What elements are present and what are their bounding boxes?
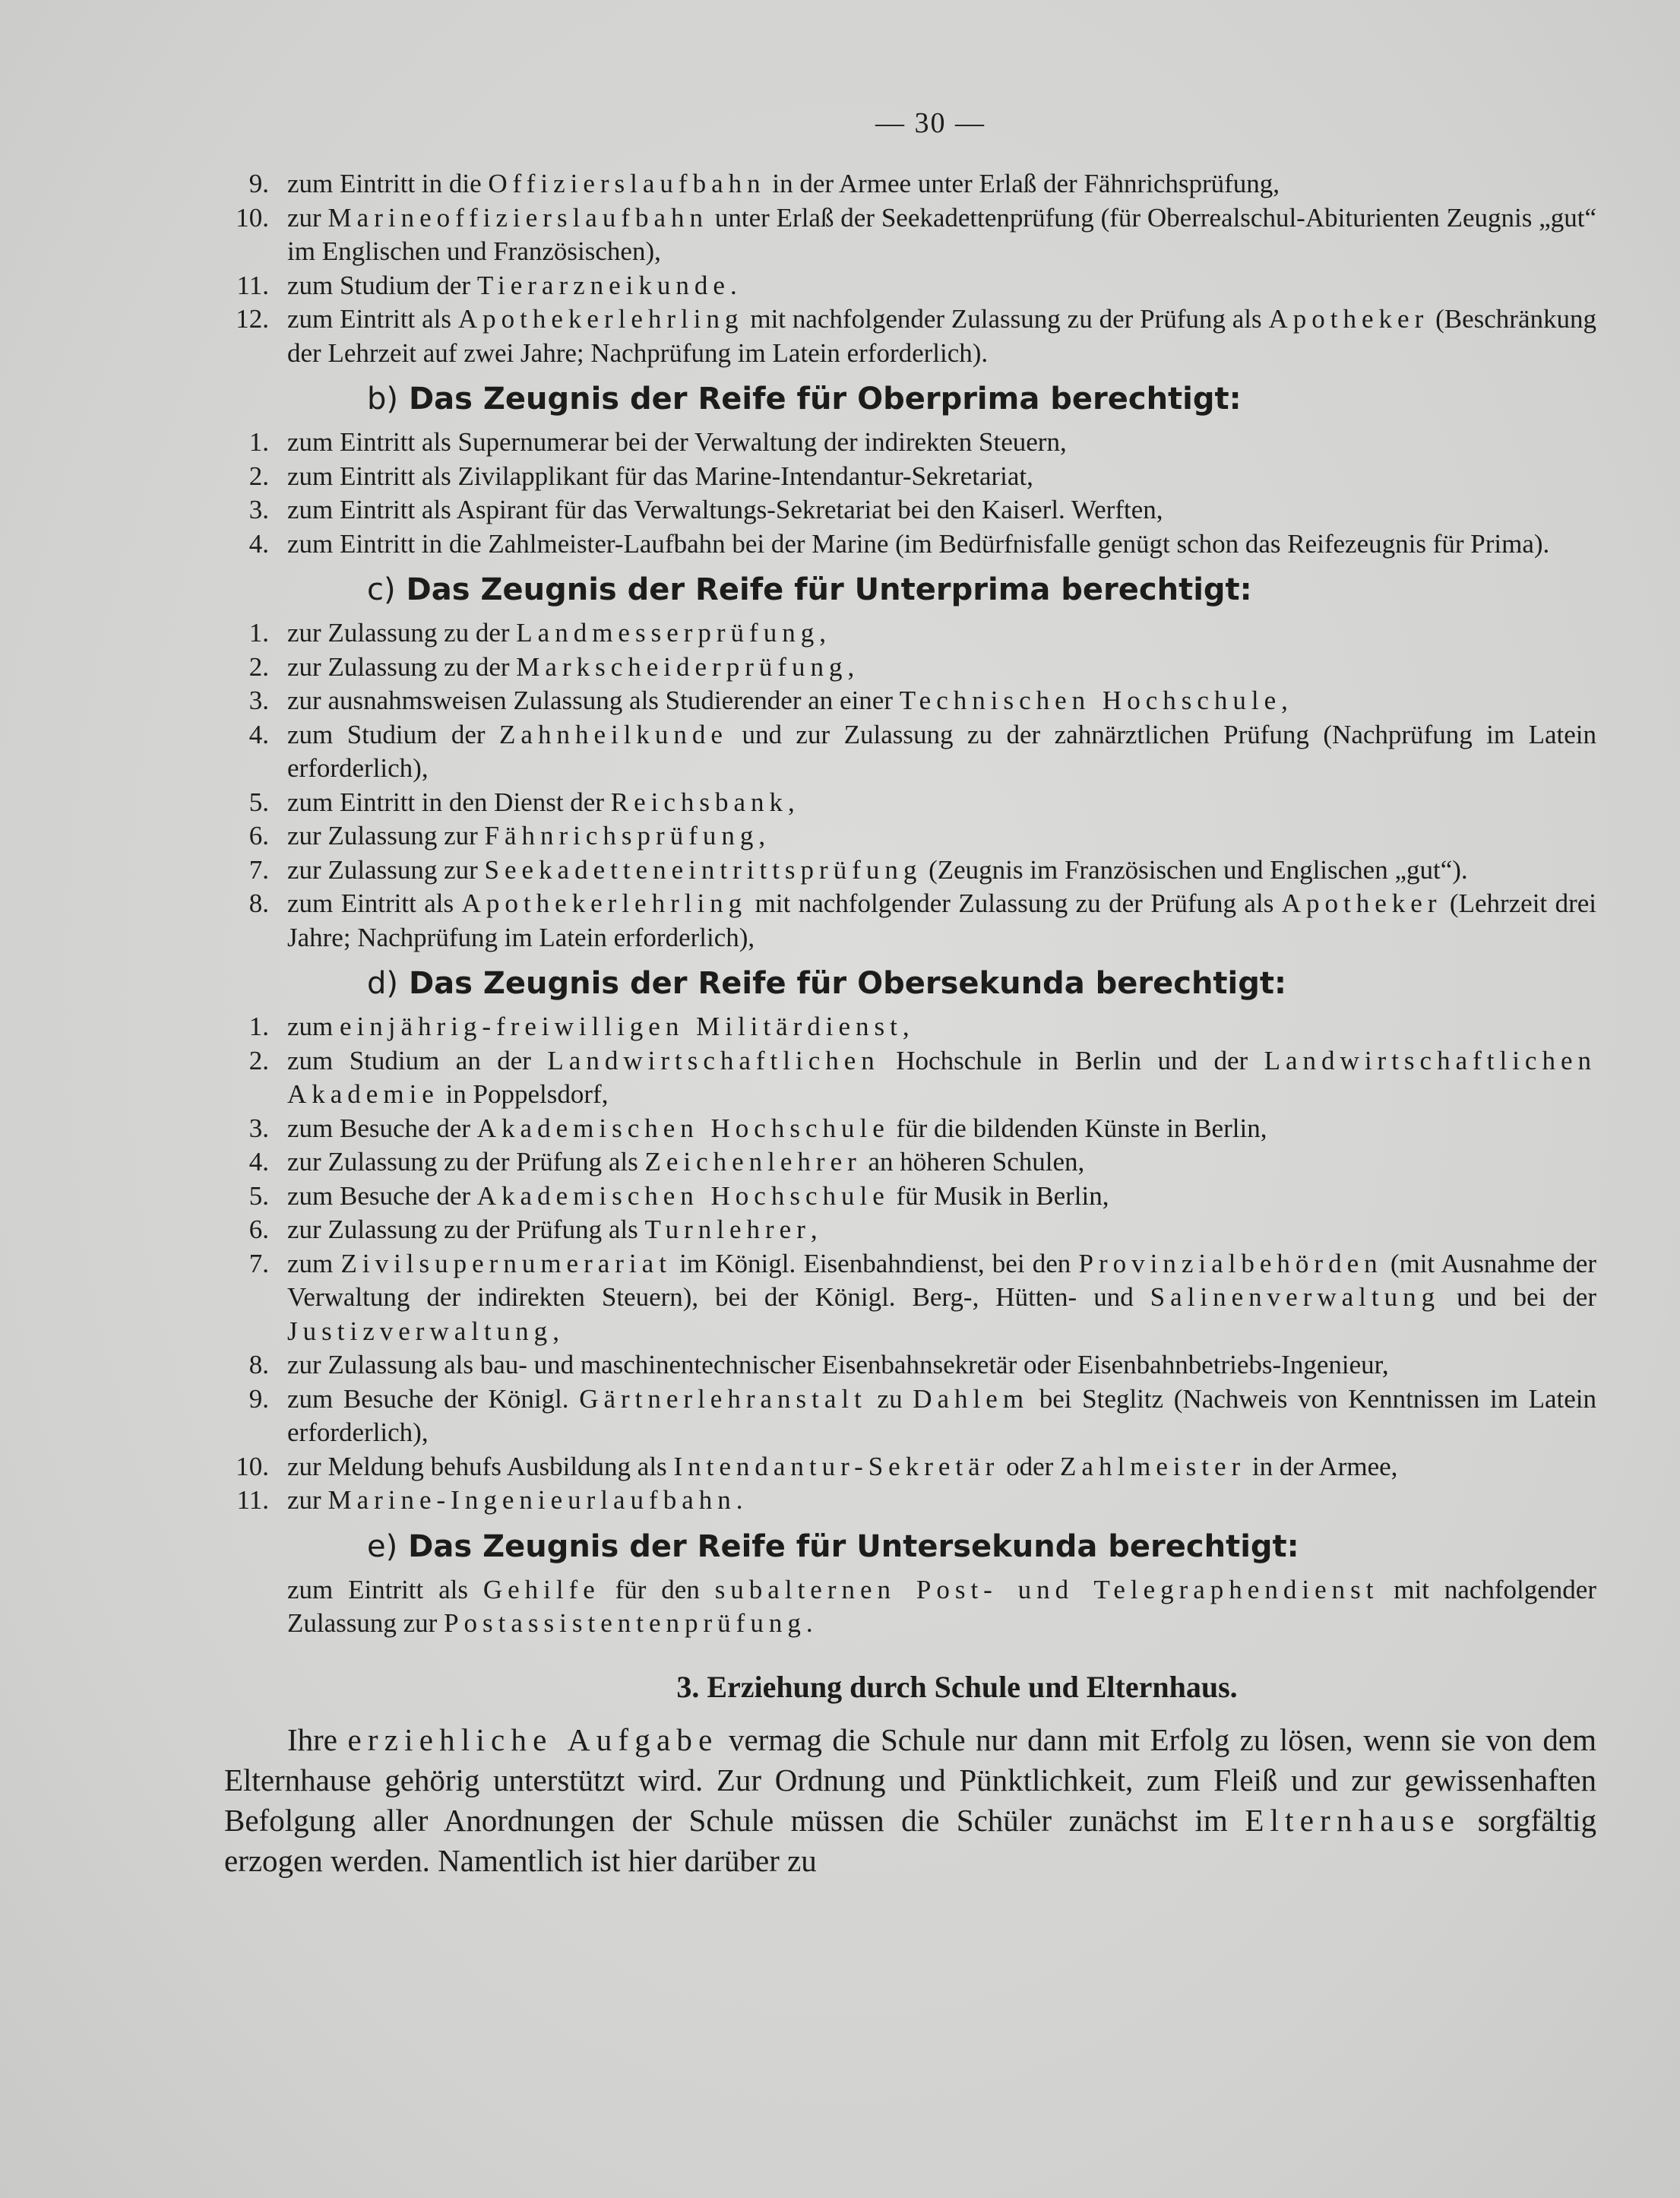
section-title: 3. Erziehung durch Schule und Elternhaus. [676, 1669, 1238, 1704]
body-paragraph [224, 1720, 1596, 1881]
list-item [248, 1044, 1597, 1112]
text-run: , [1281, 686, 1288, 715]
spaced-text: Justizverwaltung [287, 1316, 553, 1346]
text-run: zur [287, 1485, 328, 1515]
spaced-text: Apotheker [1281, 888, 1442, 918]
spaced-text: subalternen Post- und Telegraphendienst [714, 1574, 1379, 1604]
spaced-text: Landwirtschaftlichen [547, 1045, 880, 1075]
list-item [248, 651, 1596, 685]
spaced-text: Marineoffizierslaufbahn [327, 202, 709, 233]
spaced-text: Zahlmeister [1060, 1451, 1246, 1481]
spaced-text: Zeichenlehrer [644, 1147, 862, 1177]
list-item [248, 1010, 1596, 1044]
spaced-text: Postassistentenprüfung [444, 1608, 806, 1638]
list-item-number: 1. [248, 427, 269, 457]
list-item-number: 6. [248, 1215, 269, 1244]
list-item-number: 1. [248, 1012, 269, 1041]
list-item-number: 11. [236, 270, 269, 300]
text-run: zum Eintritt als [287, 1574, 483, 1604]
spaced-text: Elternhause [1245, 1802, 1461, 1838]
list-item [248, 786, 1596, 820]
list-item [248, 887, 1597, 955]
list-item [248, 527, 1596, 562]
heading-e-letter: e) [367, 1528, 398, 1564]
text-run: zum Eintritt in den Dienst der [287, 787, 611, 817]
text-run: zum Eintritt als Aspirant für das Verwaltungs-Sekretariat bei den Kaiserl. Werften, [287, 495, 1163, 524]
text-run: zu [866, 1383, 913, 1414]
list-a-continued [236, 167, 1596, 370]
spaced-text: Seekadetteneintrittsprüfung [484, 854, 922, 885]
list-item-number: 8. [248, 1350, 269, 1379]
list-b [248, 426, 1596, 561]
text-run: (Zeugnis im Französischen und Englischen „gut“). [922, 854, 1468, 885]
text-run: , [810, 1215, 818, 1244]
text-run: mit nachfolgender Zulassung zu der Prüfung als [747, 888, 1282, 918]
text-run: oder [999, 1451, 1061, 1481]
text-run: zur Zulassung als bau- und maschinentechnischer Eisenbahnsekretär oder Eisenbahnbetriebs-Ingenieur, [287, 1350, 1389, 1379]
list-d [236, 1010, 1597, 1518]
list-item [248, 718, 1597, 786]
heading-d-letter: d) [367, 966, 398, 1001]
heading-b-letter: b) [367, 382, 398, 416]
list-item-number: 2. [248, 651, 269, 682]
text-run: , [758, 821, 766, 850]
list-item [236, 269, 1596, 303]
text-run: zur Zulassung zur [287, 821, 485, 850]
text-run: zum Besuche der [287, 1180, 477, 1211]
list-item [248, 1348, 1596, 1382]
list-item-number: 3. [248, 686, 269, 715]
list-item [248, 1180, 1596, 1214]
list-item-number: 1. [248, 618, 269, 648]
text-run: und zur Zulassung zu der zahnärztlichen Prüfung (Nachprüfung im Latein erforderlich), [287, 719, 1597, 783]
list-item-number: 5. [248, 787, 269, 817]
heading-c [287, 572, 1596, 608]
list-item [236, 201, 1596, 269]
list-item [248, 1213, 1596, 1247]
spaced-text: Zahnheilkunde [499, 719, 728, 749]
list-item-number: 8. [248, 888, 269, 918]
heading-e-text: Das Zeugnis der Reife für Untersekunda berechtigt: [408, 1528, 1299, 1564]
text-run: (mit Ausnahme der Verwaltung der indirekten Steuern), bei der Königl. Berg-, Hütten- und [287, 1248, 1596, 1312]
text-run: Hochschule in Berlin und der [879, 1045, 1264, 1075]
list-item-number: 12. [236, 304, 269, 334]
spaced-text: Tierarzneikunde [476, 270, 730, 300]
text-run: im Königl. Eisenbahndienst, bei den [671, 1248, 1079, 1278]
spaced-text: Akademischen Hochschule [476, 1113, 890, 1143]
text-run: für den [600, 1574, 715, 1604]
text-run: zur Meldung behufs Ausbildung als [287, 1451, 674, 1481]
list-item-number: 2. [248, 461, 269, 491]
heading-e [287, 1528, 1596, 1565]
text-run: , [902, 1012, 910, 1041]
text-run: zum [287, 1012, 340, 1041]
list-item-number: 2. [248, 1045, 269, 1075]
text-run: unter Erlaß der Seekadettenprüfung (für Oberrealschul-Abiturienten Zeugnis „gut“ im Englischen und Französischen), [287, 202, 1596, 266]
list-c [248, 616, 1597, 955]
text-run: mit nachfolgender Zulassung zu der Prüfung als [743, 304, 1269, 334]
paragraph-e [287, 1573, 1596, 1641]
text-run: mit nachfolgender Zulassung zur [287, 1574, 1596, 1638]
spaced-text: Apotheker [1268, 304, 1429, 334]
list-item-number: 9. [248, 1383, 269, 1414]
text-run: zum Eintritt als Zivilapplikant für das Marine-Intendantur-Sekretariat, [287, 461, 1033, 491]
spaced-text: Dahlem [913, 1383, 1030, 1414]
text-run: . [805, 1608, 813, 1638]
text-run: in Poppelsdorf, [438, 1079, 609, 1109]
heading-c-text: Das Zeugnis der Reife für Unterprima berechtigt: [406, 572, 1252, 607]
spaced-text: Salinenverwaltung [1150, 1282, 1441, 1312]
text-run: , [819, 618, 826, 648]
spaced-text: Akademischen Hochschule [476, 1180, 890, 1211]
text-run: zum Eintritt als Supernumerar bei der Verwaltung der indirekten Steuern, [287, 427, 1067, 457]
text-run: in der Armee unter Erlaß der Fähnrichsprüfung, [765, 169, 1280, 198]
text-run: zum [287, 1248, 341, 1278]
list-item-number: 4. [248, 1147, 269, 1177]
text-run: sorgfältig erzogen werden. Namentlich ist hier darüber zu [224, 1802, 1596, 1878]
text-run: , [788, 787, 795, 817]
text-run: für Musik in Berlin, [889, 1180, 1109, 1211]
text-run: zum Besuche der [287, 1113, 477, 1143]
heading-b-text: Das Zeugnis der Reife für Oberprima berechtigt: [408, 382, 1242, 416]
spaced-text: Offizierslaufbahn [488, 169, 766, 198]
page-number: — 30 — [875, 107, 986, 139]
text-run: zur Zulassung zur [287, 854, 485, 885]
list-item [248, 426, 1596, 460]
spaced-text: Technischen Hochschule [899, 686, 1282, 715]
text-run: zur Zulassung zu der [287, 618, 517, 648]
list-item-number: 6. [248, 821, 269, 850]
spaced-text: Landmesserprüfung [516, 618, 820, 648]
spaced-text: Provinzialbehörden [1078, 1248, 1383, 1278]
list-item-number: 7. [248, 1248, 269, 1278]
list-item-number: 7. [248, 854, 269, 885]
list-item [248, 167, 1596, 201]
spaced-text: Reichsbank [610, 787, 789, 817]
spaced-text: Gärtnerlehranstalt [579, 1383, 867, 1414]
spaced-text: Apothekerlehrling [457, 304, 744, 334]
text-run: . [729, 270, 737, 300]
list-item [248, 616, 1596, 651]
spaced-text: Turnlehrer [644, 1215, 811, 1244]
text-run: zur [287, 202, 328, 233]
list-item-number: 10. [236, 1451, 269, 1481]
list-item-number: 9. [248, 169, 269, 198]
text-run: zum Studium an der [287, 1045, 548, 1075]
text-run: zum Eintritt als [287, 304, 458, 334]
text-run: (Lehrzeit drei Jahre; Nachprüfung im Latein erforderlich), [287, 888, 1597, 952]
spaced-text: Gehilfe [482, 1574, 600, 1604]
spaced-text: Intendantur-Sekretär [673, 1451, 1000, 1481]
spaced-text: Apothekerlehrling [461, 888, 748, 918]
list-item [248, 1145, 1596, 1180]
list-item [248, 684, 1596, 718]
spaced-text: Zivilsupernumerariat [340, 1248, 672, 1278]
text-run: zum Eintritt in die [287, 169, 489, 198]
list-item [248, 819, 1596, 854]
text-run: zur ausnahmsweisen Zulassung als Studierender an einer [287, 686, 900, 715]
text-run: zur Zulassung zu der Prüfung als [287, 1215, 645, 1244]
spaced-text: Landwirtschaftlichen Akademie [287, 1045, 1597, 1109]
list-item [236, 302, 1596, 370]
text-run: zur Zulassung zu der Prüfung als [287, 1147, 645, 1177]
list-item-number: 10. [236, 202, 269, 233]
text-run: bei Steglitz (Nachweis von Kenntnissen im Latein erforderlich), [287, 1383, 1596, 1447]
list-item [248, 493, 1596, 527]
text-run: , [552, 1316, 559, 1346]
text-run: . [736, 1485, 743, 1515]
list-item-number: 5. [248, 1180, 269, 1211]
list-item [248, 1112, 1596, 1146]
list-item-number: 4. [248, 528, 269, 559]
heading-b [287, 381, 1596, 417]
text-run: (Beschränkung der Lehrzeit auf zwei Jahre; Nachprüfung im Latein erforderlich). [287, 304, 1596, 368]
list-item [248, 460, 1596, 494]
text-run: Ihre [287, 1721, 348, 1757]
list-item [248, 1382, 1596, 1450]
text-run: , [847, 651, 855, 682]
text-run: zum Studium der [287, 719, 500, 749]
text-run: zum Eintritt als [287, 888, 462, 918]
text-run: vermag die Schule nur dann mit Erfolg zu lösen, wenn sie von dem Elternhause gehörig unterstützt wird. Zur Ordnung und Pünktlichkeit, zum Fleiß und zur gewissenhaften Befolgung aller Anordnungen der Schule müssen die Schüler zunächst im [224, 1721, 1596, 1838]
list-item-number: 3. [248, 1113, 269, 1143]
text-run: für die bildenden Künste in Berlin, [889, 1113, 1267, 1143]
text-run: und bei der [1440, 1282, 1596, 1312]
spaced-text: einjährig-freiwilligen Militärdienst [340, 1012, 903, 1041]
spaced-text: erziehliche Aufgabe [347, 1721, 719, 1757]
list-item [236, 1450, 1596, 1484]
spaced-text: Marine-Ingenieurlaufbahn [327, 1485, 736, 1515]
heading-d [287, 965, 1596, 1002]
text-run: zum Besuche der Königl. [287, 1383, 580, 1414]
text-run: an höheren Schulen, [861, 1147, 1085, 1177]
list-item [248, 1247, 1596, 1349]
text-run: in der Armee, [1245, 1451, 1398, 1481]
list-item-number: 11. [236, 1485, 269, 1515]
list-item [248, 854, 1596, 888]
spaced-text: Fähnrichsprüfung [484, 821, 759, 850]
spaced-text: Markscheiderprüfung [516, 651, 848, 682]
heading-c-letter: c) [367, 572, 396, 607]
list-item-number: 3. [248, 495, 269, 524]
text-run: zum Eintritt in die Zahlmeister-Laufbahn bei der Marine (im Bedürfnisfalle genügt schon das Reifezeugnis für Prima). [287, 528, 1550, 559]
text-run: zum Studium der [287, 270, 477, 300]
heading-d-text: Das Zeugnis der Reife für Obersekunda berechtigt: [408, 966, 1286, 1001]
list-item-number: 4. [248, 719, 269, 749]
list-item [236, 1484, 1596, 1518]
text-run: zur Zulassung zu der [287, 651, 517, 682]
